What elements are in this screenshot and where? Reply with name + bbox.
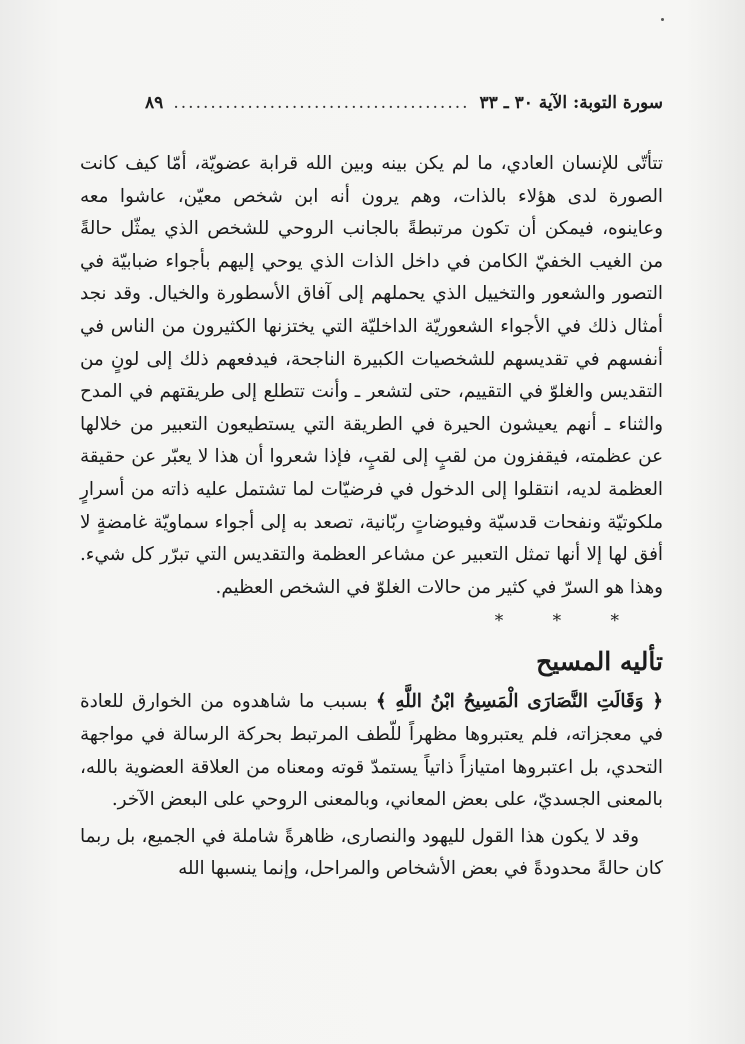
scan-speck [661, 18, 664, 21]
paragraph-1: تتأتّى للإنسان العادي، ما لم يكن بينه وبين الله قرابة عضويّة، أمّا كيف كانت الصورة لدى هؤلاء بالذات، وهم يرون أنه ابن شخص معيّن، عاشوا معه وعاينوه، فيمكن أن تكون مرتبطةً بالجانب الروحي للشخص الذي يمثّل حالةً من الغيب الخفيّ الكامن في داخل الذات الذي يوحي إليهم بأجواء ضبابيّة في التصور والشعور والتخييل الذي يحملهم إلى آفاق الأسطورة والخيال. وقد نجد أمثال ذلك في الأجواء الشعوريّة الداخليّة التي يختزنها الكثيرون من الناس في أنفسهم في تقديسهم للشخصيات الكبيرة الناجحة، فيدفعهم ذلك إلى لونٍ من التقديس والغلوّ في التقييم، حتى لتشعر ـ وأنت تتطلع إلى طريقتهم في المدح والثناء ـ أنهم يعيشون الحيرة في الطريقة التي يستطيعون التعبير من خلالها عن عظمته، فيقفزون من لقبٍ إلى لقبٍ، فإذا شعروا أن هذا لا يعبّر عن حقيقة العظمة لديه، انتقلوا إلى الدخول في فرضيّات لما تشتمل عليه ذاته من أسرارٍ ملكوتيّة ونفحات قدسيّة وفيوضاتٍ ربّانية، تصعد به إلى أجواء سماويّة غامضةٍ لا أفق لها إلا أنها تمثل التعبير عن مشاعر العظمة والتقديس التي تبرّر كل شيء. وهذا هو السرّ في كثير من حالات الغلوّ في الشخص العظيم. [80, 153, 663, 598]
paragraph-2-text: بسبب ما شاهدوه من الخوارق للعادة في معجزاته، فلم يعتبروها مظهراً للّطف المرتبط بحركة الرسالة في مواجهة التحدي، بل اعتبروها امتيازاً ذاتياً يستمدّ قوته ومعناه من العلاقة العضوية بالله، بالمعنى الجسديّ، على بعض المعاني، وبالمعنى الروحي على البعض الآخر. [80, 691, 663, 811]
page-body [80, 148, 663, 886]
paragraph-3: وقد لا يكون هذا القول لليهود والنصارى، ظاهرةً شاملة في الجميع، بل ربما كان حالةً محدودةً في بعض الأشخاص والمراحل، وإنما ينسبها الله [80, 825, 663, 880]
section-separator: * * * [494, 611, 641, 632]
header-title: سورة التوبة: الآية ٣٠ ـ ٣٣ [479, 93, 663, 113]
running-header [145, 90, 663, 116]
dotted-leader [173, 93, 469, 113]
paragraph-2 [80, 686, 663, 816]
quran-quote: ﴿ وَقَالَتِ النَّصَارَى الْمَسِيحُ ابْنُ اللَّهِ ﴾ [375, 691, 663, 713]
section-heading: تأليه المسيح [536, 647, 663, 677]
page-number: ٨٩ [145, 93, 164, 113]
